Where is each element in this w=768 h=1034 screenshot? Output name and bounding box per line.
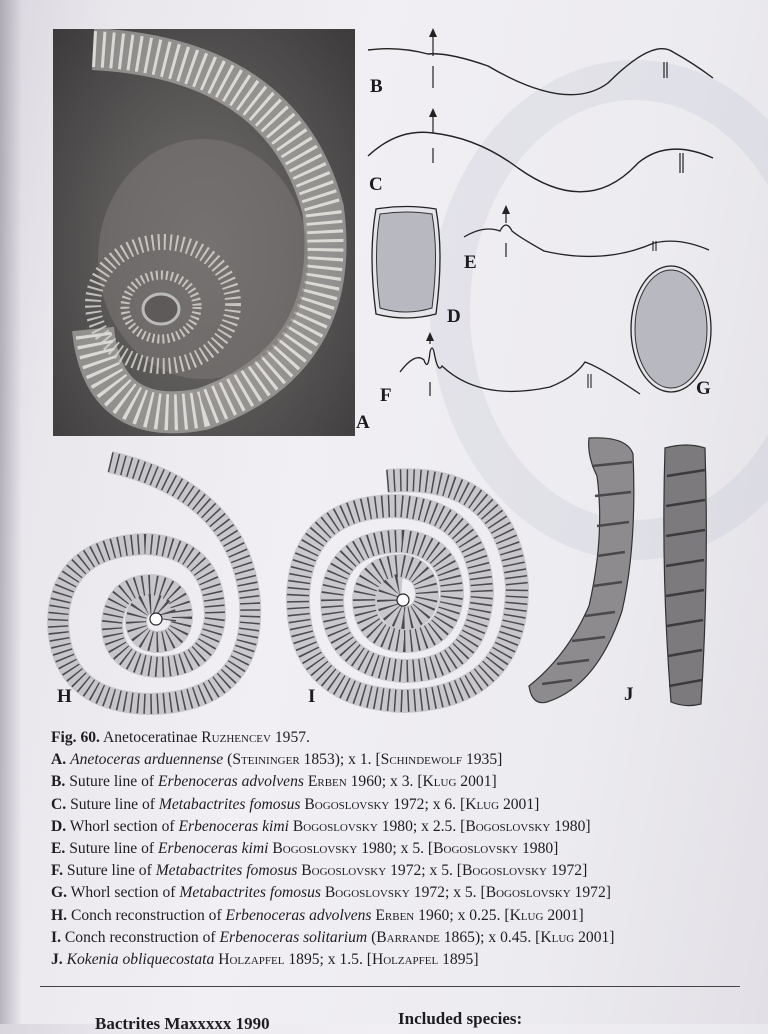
caption-line-letter: A. xyxy=(51,751,67,769)
caption-line-letter: I. xyxy=(51,928,61,946)
panel-label-d: D xyxy=(447,306,461,327)
caption-line-scale: 1853); x 1. [ xyxy=(299,751,381,769)
caption-line-reference-year: 2001] xyxy=(499,795,540,813)
caption-line-reference-year: 1980] xyxy=(518,840,559,858)
caption-line-prefix: Suture line of xyxy=(66,862,156,880)
caption-line-prefix: Suture line of xyxy=(70,795,159,813)
caption-family-author: Ruzhencev xyxy=(201,729,271,746)
caption-line-letter: D. xyxy=(51,817,67,835)
caption-line-author: Bogoslovsky xyxy=(292,817,378,835)
caption-line-scale: 1972; x 5. [ xyxy=(386,862,463,880)
caption-line-reference: Klug xyxy=(465,795,500,813)
caption-line-reference-year: 1972] xyxy=(546,862,588,880)
caption-line xyxy=(51,949,741,971)
suture-line-b xyxy=(368,28,718,108)
caption-line-author: Erben xyxy=(307,773,347,791)
caption-line-scale: 1972; x 5. [ xyxy=(409,884,486,902)
caption-line-prefix: Suture line of xyxy=(69,773,158,791)
panel-label-i: I xyxy=(308,686,316,707)
caption-line-species: Metabactrites fomosus xyxy=(155,862,298,880)
caption-line-reference: Klug xyxy=(540,928,575,946)
caption-line-species: Metabactrites fomosus xyxy=(179,884,321,902)
caption-line xyxy=(51,771,741,793)
panel-label-h: H xyxy=(57,686,72,707)
caption-line xyxy=(51,860,741,882)
caption-line-reference: Bogoslovsky xyxy=(433,840,519,858)
caption-line-letter: B. xyxy=(51,773,66,791)
caption-line xyxy=(51,794,741,816)
caption-line-letter: J. xyxy=(51,951,63,969)
caption-line-reference: Bogoslovsky xyxy=(462,862,547,880)
caption-line-separator: ( xyxy=(223,751,233,769)
figure-caption xyxy=(51,727,741,971)
caption-line-reference-year: 1972] xyxy=(570,884,611,902)
caption-line xyxy=(51,882,741,904)
caption-family: Anetoceratinae xyxy=(103,729,198,746)
caption-family-year: 1957. xyxy=(274,729,310,746)
footer-right-heading: Included species: xyxy=(398,1009,523,1028)
caption-line-prefix: Whorl section of xyxy=(69,817,179,835)
caption-line-species: Erbenoceras advolvens xyxy=(225,906,372,924)
caption-line-species: Kokenia obliquecostata xyxy=(66,951,215,969)
caption-line-letter: C. xyxy=(51,795,67,813)
caption-line-scale: 1972; x 6. [ xyxy=(389,795,466,813)
panel-label-b: B xyxy=(370,76,383,97)
page-gutter-shadow xyxy=(0,0,22,1024)
caption-line-author: Bogoslovsky xyxy=(272,840,358,858)
caption-line-scale: 1960; x 3. [ xyxy=(346,773,423,791)
caption-line-reference-year: 2001] xyxy=(574,928,615,946)
caption-line-species: Erbenoceras kimi xyxy=(158,840,269,858)
caption-line-separator: ( xyxy=(367,928,377,946)
caption-line-reference: Holzapfel xyxy=(371,951,439,969)
caption-line-species: Erbenoceras advolvens xyxy=(158,773,304,791)
footer-left-heading: Bactrites Maxxxxx 1990 xyxy=(95,1014,270,1033)
caption-line-author: Bogoslovsky xyxy=(304,795,390,813)
caption-line-prefix: Whorl section of xyxy=(70,884,180,902)
caption-line-letter: F. xyxy=(51,862,63,880)
fossil-photo-a xyxy=(53,29,355,436)
caption-line-reference: Klug xyxy=(509,906,544,924)
caption-lines xyxy=(51,749,741,971)
caption-line-author: Holzapfel xyxy=(218,951,285,969)
caption-line-reference: Schindewolf xyxy=(380,751,463,769)
caption-line-reference-year: 2001] xyxy=(456,773,497,791)
panel-label-j: J xyxy=(624,684,634,705)
caption-line-species: Metabactrites fomosus xyxy=(158,795,301,813)
caption-line-reference: Bogoslovsky xyxy=(485,884,571,902)
caption-line-prefix: Conch reconstruction of xyxy=(70,906,226,924)
caption-line xyxy=(51,838,741,860)
section-divider xyxy=(40,986,740,987)
caption-line-letter: G. xyxy=(51,884,68,902)
panel-label-g: G xyxy=(696,378,711,399)
whorl-section-d xyxy=(366,204,446,324)
caption-line-scale: 1960; x 0.25. [ xyxy=(414,906,510,924)
suture-line-f xyxy=(400,332,645,412)
conch-reconstruction-h xyxy=(50,452,260,710)
caption-line-scale: 1980; x 5. [ xyxy=(357,840,434,858)
caption-line-letter: H. xyxy=(51,906,68,924)
caption-line-reference-year: 2001] xyxy=(543,906,584,924)
specimen-j xyxy=(527,436,712,708)
caption-title xyxy=(51,727,741,749)
caption-line-prefix: Conch reconstruction of xyxy=(64,928,220,946)
caption-line-reference: Bogoslovsky xyxy=(465,817,551,835)
caption-line-prefix: Suture line of xyxy=(69,840,158,858)
caption-line xyxy=(51,749,741,771)
suture-line-e xyxy=(464,205,714,265)
caption-line-species: Erbenoceras solitarium xyxy=(219,928,368,946)
caption-line-scale: 1980; x 2.5. [ xyxy=(377,817,466,835)
caption-line-reference-year: 1895] xyxy=(438,951,479,969)
caption-line-scale: 1865); x 0.45. [ xyxy=(439,928,541,946)
panel-label-c: C xyxy=(369,174,383,195)
conch-reconstruction-i xyxy=(292,466,524,706)
panel-label-f: F xyxy=(380,385,392,406)
caption-fig-number: Fig. 60. xyxy=(51,729,100,746)
caption-line-author: Bogoslovsky xyxy=(324,884,410,902)
panel-label-a: A xyxy=(356,412,370,433)
caption-line-species: Anetoceras arduennense xyxy=(70,751,224,769)
caption-line-author: Steininger xyxy=(232,751,300,769)
caption-line-author: Barrande xyxy=(376,928,440,946)
caption-line-reference-year: 1935] xyxy=(462,751,503,769)
caption-line xyxy=(51,927,741,949)
fossil-photo-drawing xyxy=(53,29,355,436)
caption-line-letter: E. xyxy=(51,840,66,858)
caption-line-author: Erben xyxy=(375,906,415,924)
suture-line-c xyxy=(368,108,718,208)
caption-line-reference-year: 1980] xyxy=(550,817,591,835)
panel-label-e: E xyxy=(464,252,477,273)
caption-line-scale: 1895; x 1.5. [ xyxy=(284,951,372,969)
caption-line-species: Erbenoceras kimi xyxy=(178,817,289,835)
caption-line-reference: Klug xyxy=(422,773,457,791)
caption-line xyxy=(51,905,741,927)
caption-line-author: Bogoslovsky xyxy=(301,862,387,880)
caption-line xyxy=(51,816,741,838)
